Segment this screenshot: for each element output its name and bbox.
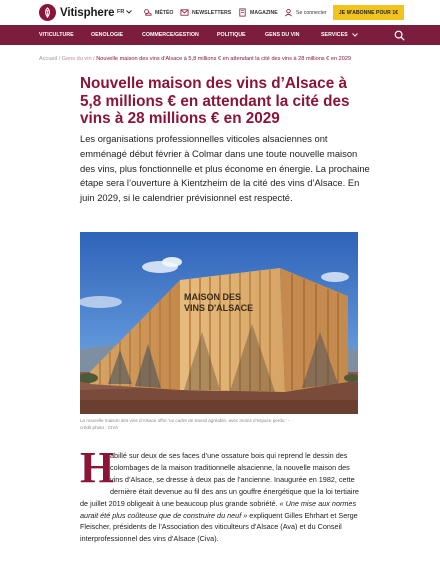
article-body	[80, 443, 362, 545]
nav-item-services[interactable]	[321, 25, 358, 45]
top-bar	[0, 0, 440, 25]
chevron-down-icon	[352, 33, 358, 37]
photo-credit: crédit photo : CIVA	[80, 425, 119, 430]
magazine-label: MAGAZINE	[250, 9, 278, 16]
article-title: Nouvelle maison des vins d’Alsace à 5,8 millions € en attendant la cité des vins à 28 millions € en 2029	[80, 75, 350, 127]
subscribe-button[interactable]: JE M'ABONNE POUR 1€	[333, 5, 404, 20]
magazine-icon	[238, 8, 247, 17]
search-icon[interactable]	[394, 30, 405, 41]
breadcrumb-current: Nouvelle maison des vins d'Alsace à 5,8 millions € en attendant la cité des vins à 28 millions € en 2029	[96, 56, 352, 62]
site-logo[interactable]	[39, 4, 114, 21]
magazine-link[interactable]	[238, 8, 278, 17]
body-quote: « Une mise aux normes aurait été plus coûteuse que de construire du neuf »	[80, 498, 357, 520]
newsletters-label: NEWSLETTERS	[192, 9, 232, 16]
breadcrumb-separator: /	[58, 56, 62, 62]
photo-caption-line1: La nouvelle maison des vins d’Alsace offre ‘un cadre de travail agréable, avec moins d’espace perdu’. -	[80, 418, 290, 423]
logo-icon	[39, 4, 56, 21]
weather-icon	[143, 8, 152, 17]
breadcrumb	[39, 56, 419, 62]
weather-label: MÉTÉO	[155, 9, 174, 16]
nav-services-label: SERVICES	[321, 32, 348, 38]
breadcrumb-separator: /	[93, 56, 97, 62]
newsletters-link[interactable]	[180, 8, 231, 17]
chevron-down-icon	[126, 10, 132, 14]
dropcap-spacer	[80, 443, 115, 494]
building-sign-line1: MAISON DES	[184, 292, 242, 302]
nav-item-commerce[interactable]: COMMERCE/GESTION	[142, 32, 199, 38]
main-nav	[0, 25, 440, 45]
drop-cap: H	[80, 443, 115, 492]
weather-link[interactable]	[143, 8, 173, 17]
language-label: FR	[117, 9, 125, 15]
breadcrumb-home[interactable]: Accueil	[39, 56, 58, 62]
user-icon	[284, 8, 293, 17]
newsletter-icon	[180, 8, 189, 17]
login-link[interactable]	[284, 8, 327, 17]
article-photo	[80, 232, 358, 414]
breadcrumb-section[interactable]: Gens du vin	[61, 56, 92, 62]
nav-item-politique[interactable]: POLITIQUE	[217, 32, 246, 38]
login-label: Se connecter	[296, 9, 327, 16]
nav-item-oenologie[interactable]: OENOLOGIE	[91, 32, 124, 38]
language-selector[interactable]	[117, 9, 132, 15]
building-sign-line2: VINS D'ALSACE	[184, 303, 254, 313]
body-text-2: expliquent Gilles Ehrhart et Serge Fleischer, présidents de l’Association des viticulteurs d’Alsace (Ava) et du Conseil interprofessionnel des vins d’Alsace (Civa).	[80, 510, 358, 544]
nav-item-viticulture[interactable]: VITICULTURE	[39, 32, 74, 38]
body-text-1: abillé sur deux de ses faces d’une ossature bois qui reprend le dessin des colombages de la maison traditionnelle alsacienne, la nouvelle maison des vins d’Alsace, se dresse à deux pas de l’ancienne. Inaugurée en 1982, cette dernière était devenue au fil des ans un gouffre énergétique que la loi tertiaire de juillet 2019 obligeait à une beaucoup plus grande sobriété.	[80, 451, 359, 508]
nav-item-gens-du-vin[interactable]: GENS DU VIN	[265, 32, 300, 38]
logo-text: Vitisphere	[60, 6, 115, 19]
article-lead: Les organisations professionnelles viticoles alsaciennes ont emménagé début février à Colmar dans une toute nouvelle maison des vins, plus fonctionnelle et plus économe en énergie. La prochaine étape sera l’ouverture à Kientzheim de la cité des vins d’Alsace. En juin 2029, si le calendrier prévisionnel est respecté.	[80, 133, 370, 204]
photo-caption	[80, 417, 358, 431]
